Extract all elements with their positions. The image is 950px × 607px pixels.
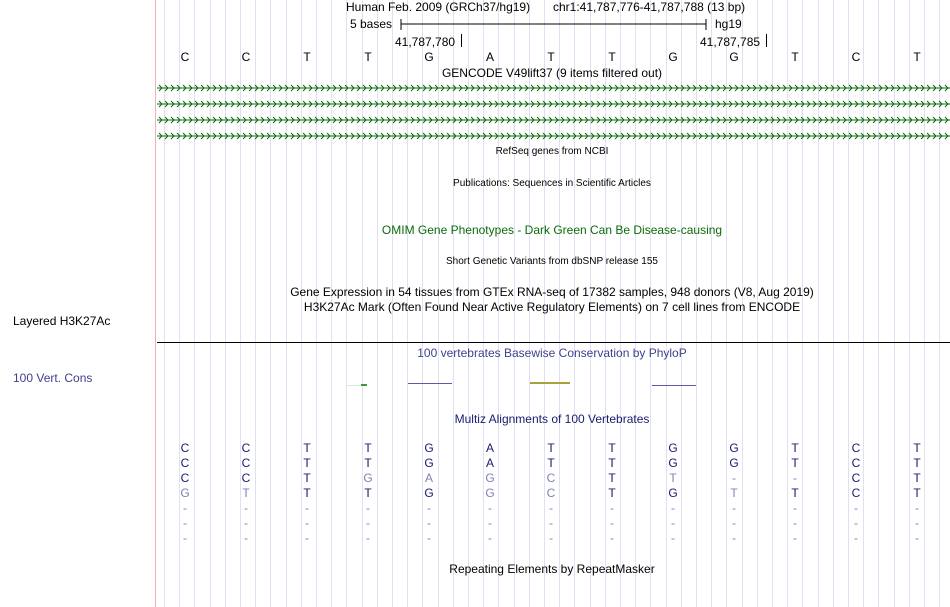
mouse-base: C [241,471,251,485]
chicken-base: - [854,516,858,530]
chicken-base: - [244,516,248,530]
chicken-base: - [671,516,675,530]
rhesus-base: C [851,456,861,470]
xtrop-base: - [427,531,431,545]
dog-base: T [303,486,311,500]
chicken-base: - [793,516,797,530]
gene-feature-1[interactable] [157,83,950,93]
sequence-base: T [791,50,799,64]
rhesus-base: T [547,456,555,470]
dbsnp-track-title[interactable]: Short Genetic Variants from dbSNP release 155 [446,256,658,267]
refseq-track-title[interactable]: RefSeq genes from NCBI [495,146,609,157]
human-base: C [851,441,861,455]
elephant-base: - [427,501,431,515]
elephant-base: - [244,501,248,515]
mouse-base: T [608,471,616,485]
mouse-base: A [424,471,434,485]
sequence-base: C [180,50,190,64]
human-base: T [364,441,372,455]
h3k27ac-label[interactable]: Layered H3K27Ac [13,314,111,328]
cons-mark [408,383,452,384]
sequence-base: G [729,50,739,64]
dog-base: G [424,486,434,500]
sequence-base: A [485,50,495,64]
dog-base: C [851,486,861,500]
chicken-base: - [366,516,370,530]
xtrop-base: - [244,531,248,545]
coord-right-tick [766,34,767,47]
elephant-base: - [671,501,675,515]
rhesus-base: T [791,456,799,470]
elephant-base: - [305,501,309,515]
publications-track-title[interactable]: Publications: Sequences in Scientific Articles [453,178,651,189]
dog-base: T [364,486,372,500]
sequence-base: T [913,50,921,64]
rhesus-base: C [241,456,251,470]
cons-mark [530,382,570,384]
chicken-base: - [183,516,187,530]
multiz-track-title[interactable]: Multiz Alignments of 100 Vertebrates [454,412,650,426]
gene-feature-4[interactable] [157,131,950,141]
dog-base: T [913,486,921,500]
rhesus-base: A [485,456,495,470]
gtex-track-title[interactable]: Gene Expression in 54 tissues from GTEx RNA-seq of 17382 samples, 948 donors (V8, Aug 2019) [290,285,814,299]
chicken-base: - [549,516,553,530]
mouse-base: G [485,471,495,485]
elephant-base: - [610,501,614,515]
xtrop-base: - [366,531,370,545]
elephant-base: - [793,501,797,515]
elephant-base: - [183,501,187,515]
mouse-base: C [180,471,190,485]
cons-mark [652,385,696,386]
xtrop-base: - [854,531,858,545]
sequence-base: T [608,50,616,64]
sequence-base: T [547,50,555,64]
human-base: T [608,441,616,455]
human-base: T [303,441,311,455]
rhesus-base: C [180,456,190,470]
sequence-base: G [668,50,678,64]
rhesus-base: T [303,456,311,470]
db-label: hg19 [715,17,742,31]
rhesus-base: G [668,456,678,470]
rhesus-base: T [913,456,921,470]
phylop-track-title[interactable]: 100 vertebrates Basewise Conservation by PhyloP [417,346,687,360]
sequence-base: C [851,50,861,64]
xtrop-base: - [305,531,309,545]
gencode-track-title[interactable]: GENCODE V49lift37 (9 items filtered out) [441,66,663,80]
xtrop-base: - [183,531,187,545]
gene-feature-2[interactable] [157,99,950,109]
dog-base: G [180,486,190,500]
dog-base: T [242,486,250,500]
elephant-base: - [366,501,370,515]
coord-right: 41,787,785 [700,35,761,49]
rhesus-base: G [424,456,434,470]
mouse-base: T [303,471,311,485]
mouse-base: G [363,471,373,485]
sequence-base: T [364,50,372,64]
cons-mark [361,384,367,386]
chicken-base: - [732,516,736,530]
xtrop-base: - [671,531,675,545]
human-base: C [241,441,251,455]
xtrop-base: - [732,531,736,545]
human-base: A [485,441,495,455]
human-base: G [668,441,678,455]
omim-track-title[interactable]: OMIM Gene Phenotypes - Dark Green Can Be Disease-causing [381,223,723,237]
gene-feature-3[interactable] [157,115,950,125]
xtrop-base: - [488,531,492,545]
human-base: T [547,441,555,455]
xtrop-base: - [610,531,614,545]
elephant-base: - [488,501,492,515]
mouse-base: T [669,471,677,485]
chicken-base: - [488,516,492,530]
dog-base: G [485,486,495,500]
coord-left: 41,787,780 [395,35,456,49]
human-base: G [424,441,434,455]
mouse-base: - [793,471,797,485]
xtrop-base: - [549,531,553,545]
h3k27ac-baseline [157,342,950,343]
chicken-base: - [915,516,919,530]
elephant-base: - [854,501,858,515]
h3k27ac-track-title[interactable]: H3K27Ac Mark (Often Found Near Active Regulatory Elements) on 7 cell lines from ENCODE [303,300,801,314]
elephant-base: - [549,501,553,515]
mouse-base: C [851,471,861,485]
chicken-base: - [427,516,431,530]
dog-base: T [608,486,616,500]
dog-base: T [730,486,738,500]
mouse-base: C [546,471,556,485]
human-base: C [180,441,190,455]
sequence-base: T [303,50,311,64]
mouse-base: - [732,471,736,485]
sequence-base: C [241,50,251,64]
cons-name-label[interactable]: 100 Vert. Cons [13,371,93,385]
dog-base: G [668,486,678,500]
window-position-value: chr1:41,787,776-41,787,788 (13 bp) [553,0,746,14]
mouse-base: T [913,471,921,485]
human-base: T [913,441,921,455]
rhesus-base: T [364,456,372,470]
human-base: G [729,441,739,455]
scale-bar [400,17,708,31]
repeatmasker-track-title[interactable]: Repeating Elements by RepeatMasker [449,562,655,576]
chicken-base: - [610,516,614,530]
chicken-base: - [305,516,309,530]
coord-left-tick [461,34,462,47]
rhesus-base: G [729,456,739,470]
human-base: T [791,441,799,455]
elephant-base: - [732,501,736,515]
dog-base: C [546,486,556,500]
rhesus-base: T [608,456,616,470]
assembly-title: Human Feb. 2009 (GRCh37/hg19) [346,0,531,14]
elephant-base: - [915,501,919,515]
dog-base: T [791,486,799,500]
scale-value: 5 bases [350,17,393,31]
sequence-base: G [424,50,434,64]
xtrop-base: - [915,531,919,545]
track-labels [0,0,155,607]
xtrop-base: - [793,531,797,545]
